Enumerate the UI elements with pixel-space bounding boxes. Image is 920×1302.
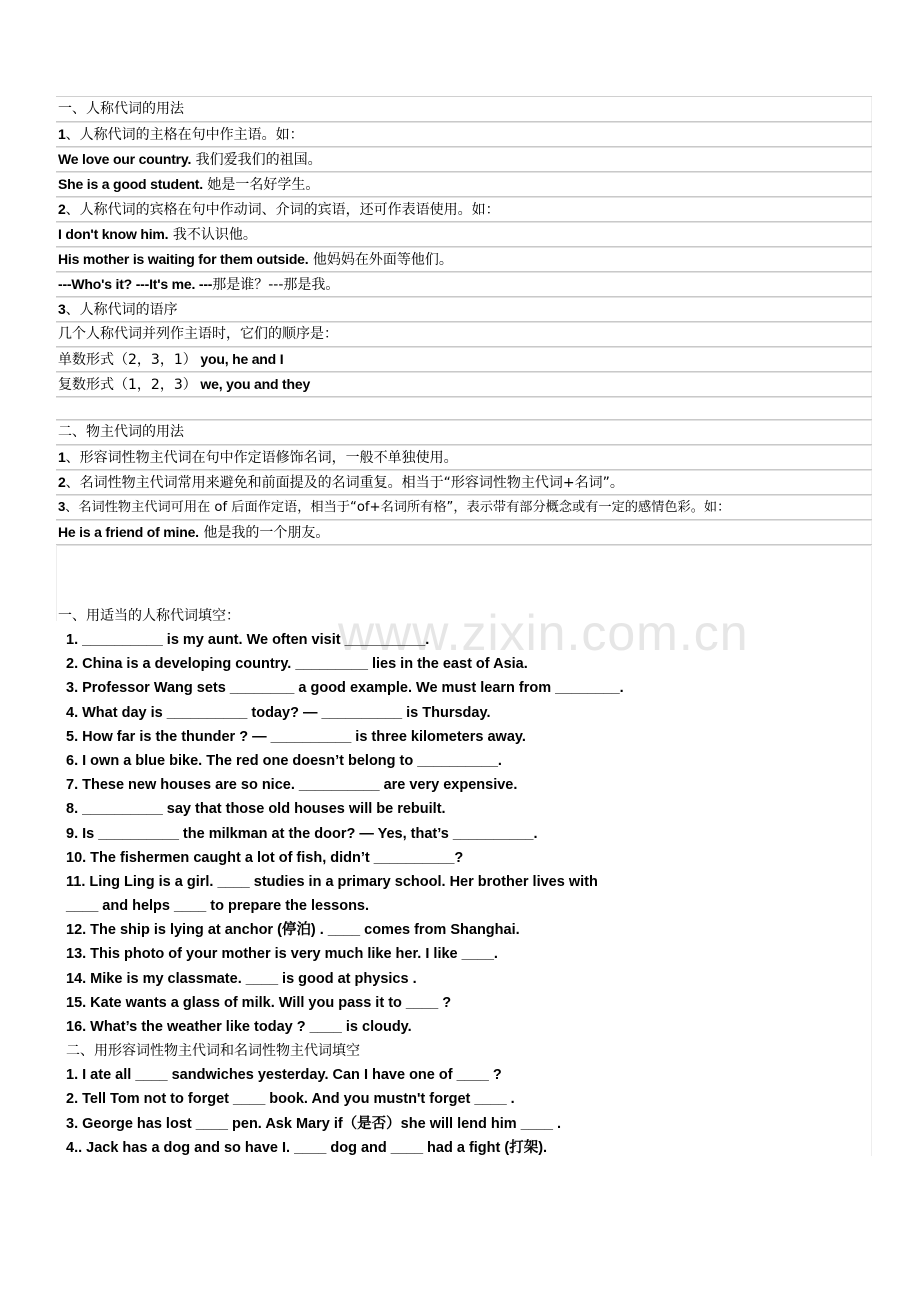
exercise-item: 1. I ate all ____ sandwiches yesterday. Can I have one of ____ ? (66, 1067, 502, 1084)
row-english: 2 (58, 474, 66, 490)
exercise-item: 9. Is __________ the milkman at the door? — Yes, that’s __________. (66, 825, 538, 842)
row-chinese: 、名词性物主代词常用来避免和前面提及的名词重复。相当于“形容词性物主代词+名词”。 (65, 475, 624, 491)
row-chinese: 我们爱我们的祖国。 (191, 152, 322, 168)
row-english: He is a friend of mine. (58, 524, 199, 540)
section-heading (56, 420, 872, 445)
table-row (56, 147, 872, 172)
row-english: ---Who's it? ---It's me. --- (58, 276, 213, 292)
exercise-item: 3. George has lost ____ pen. Ask Mary if（是否）she will lend him ____ . (66, 1115, 562, 1132)
exercise-item: 2. China is a developing country. _________ lies in the east of Asia. (66, 656, 528, 673)
row-chinese: 、人称代词的主格在句中作主语。如： (65, 127, 304, 143)
exercise-item: 7. These new houses are so nice. __________ are very expensive. (66, 777, 518, 794)
table-row (56, 445, 872, 470)
row-english: 3 (58, 499, 66, 514)
table-row (56, 122, 872, 147)
table-row (56, 495, 872, 520)
exercise-item: 14. Mike is my classmate. ____ is good at physics . (66, 970, 417, 987)
row-chinese: 、人称代词的宾格在句中作动词、介词的宾语，还可作表语使用。如： (65, 202, 500, 218)
table-row (56, 520, 872, 545)
row-chinese: 、名词性物主代词可用在 of 后面作定语，相当于“of+名词所有格”，表示带有部分概念或有一定的感情色彩。如： (65, 500, 731, 515)
row-english: She is a good student. (58, 176, 203, 192)
exercise-item: 4. What day is __________ today? — __________ is Thursday. (66, 704, 491, 721)
row-chinese: 他妈妈在外面等他们。 (308, 252, 453, 268)
exercise-item: 16. What’s the weather like today ? ____ is cloudy. (66, 1019, 412, 1035)
empty-row (56, 397, 872, 420)
exercise-item: 6. I own a blue bike. The red one doesn’t belong to __________. (66, 752, 502, 769)
table-row (56, 222, 872, 247)
row-chinese: 几个人称代词并列作主语时，它们的顺序是： (58, 326, 338, 342)
row-english: His mother is waiting for them outside. (58, 251, 309, 267)
row-chinese: 、人称代词的语序 (65, 302, 178, 318)
table-row (56, 470, 872, 495)
row-chinese: 他是我的一个朋友。 (198, 525, 330, 541)
table-row (56, 322, 872, 347)
table-row (56, 172, 872, 197)
exercise-item: 8. __________ say that those old houses will be rebuilt. (66, 801, 446, 818)
row-chinese: 单数形式（2，3，1） (58, 352, 197, 368)
row-english: I don't know him. (58, 226, 169, 242)
row-chinese: 那是谁？---那是我。 (212, 277, 340, 293)
row-english: we, you and they (196, 376, 311, 392)
exercise-item: 15. Kate wants a glass of milk. Will you pass it to ____ ? (66, 994, 452, 1011)
table-row (56, 372, 872, 397)
section-title: 一、人称代词的用法 (58, 101, 184, 117)
exercise-item: 1. __________ is my aunt. We often visit __________. (66, 632, 430, 648)
row-english: you, he and I (196, 351, 284, 367)
table-row (56, 247, 872, 272)
table-row (56, 347, 872, 372)
exercise-section (56, 604, 876, 1160)
exercise-title: 一、用适当的人称代词填空： (58, 608, 240, 624)
row-chinese: 、形容词性物主代词在句中作定语修饰名词，一般不单独使用。 (65, 450, 458, 466)
exercise-item: ____ and helps ____ to prepare the lessons. (66, 898, 370, 915)
exercise-title: 二、用形容词性物主代词和名词性物主代词填空 (66, 1043, 360, 1060)
table-row (56, 297, 872, 322)
row-english: 2 (58, 201, 66, 217)
row-chinese: 她是一名好学生。 (202, 177, 320, 193)
exercise-item: 12. The ship is lying at anchor (停泊) . ____ comes from Shanghai. (66, 922, 520, 939)
exercise-item: 3. Professor Wang sets ________ a good example. We must learn from ________. (66, 680, 624, 697)
row-english: 1 (58, 449, 66, 465)
watermark-text: www.zixin.com.cn (338, 605, 749, 661)
row-english: We love our country. (58, 151, 192, 167)
section-heading (56, 96, 872, 122)
table-row (56, 272, 872, 297)
grammar-table (56, 96, 872, 621)
row-english: 3 (58, 301, 66, 317)
row-chinese: 复数形式（1，2，3） (58, 377, 197, 393)
row-chinese: 我不认识他。 (168, 227, 257, 243)
exercise-item: 2. Tell Tom not to forget ____ book. And you mustn't forget ____ . (66, 1091, 515, 1108)
section-title: 二、物主代词的用法 (58, 424, 184, 440)
exercise-item: 5. How far is the thunder ? — __________ is three kilometers away. (66, 728, 526, 745)
row-english: 1 (58, 126, 66, 142)
exercise-item: 4.. Jack has a dog and so have I. ____ dog and ____ had a fight (打架). (66, 1139, 548, 1156)
exercise-item: 11. Ling Ling is a girl. ____ studies in a primary school. Her brother lives with (66, 873, 598, 890)
exercise-item: 13. This photo of your mother is very much like her. I like ____. (66, 946, 498, 963)
table-row (56, 197, 872, 222)
exercise-item: 10. The fishermen caught a lot of fish, didn’t __________? (66, 849, 464, 866)
